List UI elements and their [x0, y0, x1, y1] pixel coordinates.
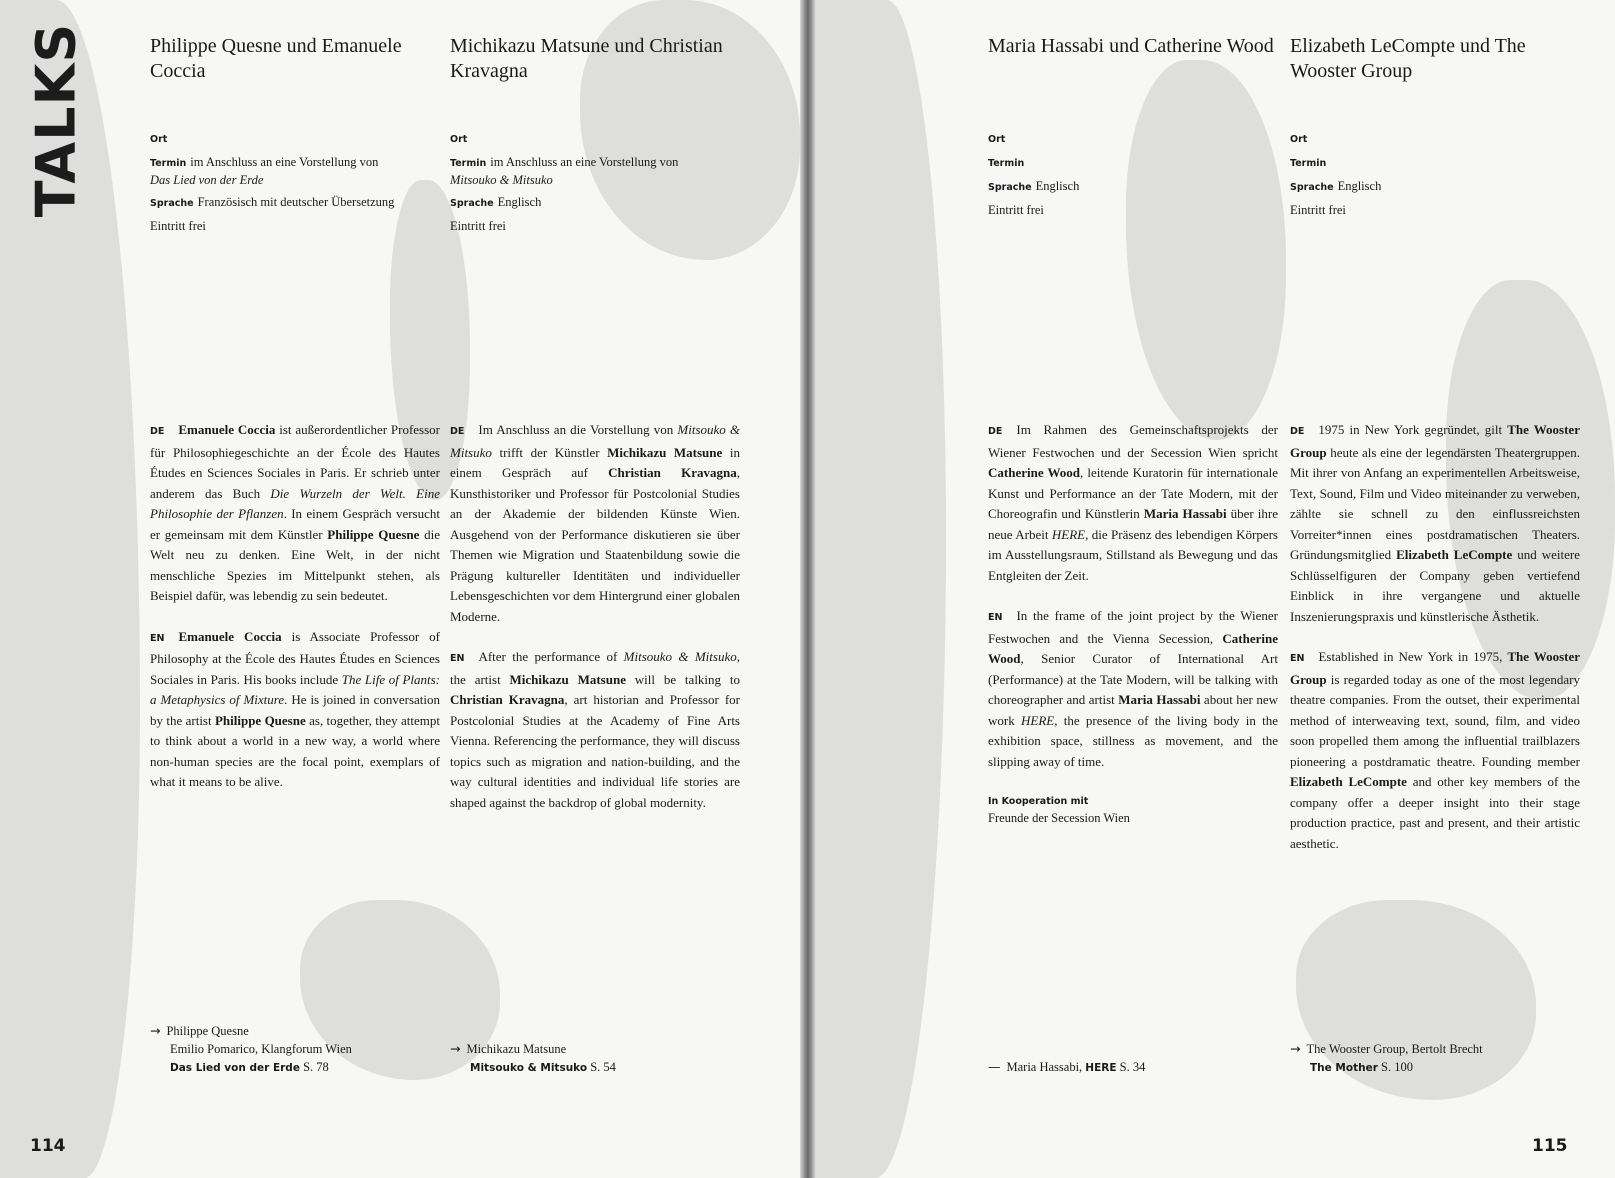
talk-meta [450, 130, 740, 240]
page-number: 114 [30, 1136, 66, 1156]
ref-page: S. 34 [1119, 1060, 1146, 1074]
termin-label: Termin [150, 158, 187, 169]
right-page [816, 0, 1615, 1178]
ref-work: Mitsouko & Mitsuko [470, 1062, 588, 1074]
eintritt-text: Eintritt frei [988, 203, 1044, 217]
ref-work: The Mother [1310, 1062, 1378, 1074]
ort-label: Ort [988, 134, 1006, 145]
talk-body [450, 420, 740, 833]
ref-name: Philippe Quesne [166, 1024, 249, 1038]
arrow-right-icon: → [150, 1023, 161, 1038]
talk-title: Michikazu Matsune und Christian Kravagna [450, 35, 723, 82]
ref-work: HERE [1085, 1062, 1117, 1074]
de-paragraph: DE Im Rahmen des Gemeinschaftsprojekts der Wiener Festwochen und der Secession Wien spricht Catherine Wood, leitende Kuratorin für internationale Kunst und Performance an der Tate Modern, mit der Choreografin und Künstlerin Maria Hassabi über ihre neue Arbeit HERE, die Präsenz des lebendigen Körpers im Ausstellungsraum, Stillstand als Bewegung und das Entgleiten der Zeit. [988, 422, 1278, 583]
termin-text: im Anschluss an eine Vorstellung von [490, 155, 679, 169]
ref-line: Emilio Pomarico, Klangforum Wien [170, 1042, 352, 1056]
cross-reference[interactable] [988, 1058, 1145, 1077]
talk-meta [1290, 130, 1580, 224]
talk-meta [150, 130, 440, 240]
cross-reference[interactable] [1290, 1040, 1483, 1077]
ref-work: Das Lied von der Erde [170, 1062, 300, 1074]
en-label: EN [450, 653, 465, 664]
ort-label: Ort [150, 134, 168, 145]
eintritt-text: Eintritt frei [1290, 203, 1346, 217]
de-label: DE [150, 426, 165, 437]
ort-label: Ort [450, 134, 468, 145]
cooperation-note [988, 792, 1278, 826]
cross-reference[interactable] [450, 1040, 616, 1077]
arrow-right-icon: — [988, 1059, 1001, 1074]
background-texture [1126, 60, 1286, 440]
sprache-text: Englisch [1337, 179, 1382, 193]
sprache-label: Sprache [1290, 182, 1334, 193]
talk-title: Maria Hassabi und Catherine Wood [988, 35, 1274, 57]
termin-work: Mitsouko & Mitsuko [450, 173, 553, 187]
arrow-right-icon: → [1290, 1041, 1301, 1056]
sprache-text: Englisch [1035, 179, 1080, 193]
eintritt-text: Eintritt frei [150, 219, 206, 233]
sprache-label: Sprache [450, 198, 494, 209]
de-paragraph: DE Im Anschluss an die Vorstellung von Mitsouko & Mitsuko trifft der Künstler Michikazu Matsune in einem Gespräch auf Christian Kravagna, Kunsthistoriker und Professor für Postcolonial Studies an der Akademie der bildenden Künste Wien. Ausgehend von der Performance diskutieren sie über Themen wie Migration und Staatenbildung sowie die Prägung kultureller Identitäten und individueller Lebensgeschichten vor dem Hintergrund einer globalen Moderne. [450, 422, 741, 624]
en-paragraph: EN Established in New York in 1975, The Wooster Group is regarded today as one of the most legendary theatre companies. From the outset, their experimental method of interweaving text, sound, film, and video soon propelled them among the influential trailblazers pioneering a postdramatic theatre. Founding member Elizabeth LeCompte and other key members of the company offer a deeper insight into their stage production practice, past and present, and their artistic aesthetic. [1290, 649, 1580, 851]
de-label: DE [988, 426, 1003, 437]
talk-title: Elizabeth LeCompte und The Wooster Group [1290, 35, 1526, 82]
sprache-text: Englisch [497, 195, 542, 209]
talk-body [988, 420, 1278, 826]
sprache-text: Französisch mit deutscher Übersetzung [197, 195, 395, 209]
en-label: EN [1290, 653, 1305, 664]
ort-label: Ort [1290, 134, 1308, 145]
ref-name: Michikazu Matsune [466, 1042, 567, 1056]
termin-work: Das Lied von der Erde [150, 173, 264, 187]
coop-text: Freunde der Secession Wien [988, 811, 1130, 825]
de-label: DE [1290, 426, 1305, 437]
en-label: EN [150, 632, 165, 644]
background-texture [816, 0, 946, 1178]
talk-meta [988, 130, 1278, 224]
ref-page: S. 78 [303, 1060, 329, 1074]
book-spine [800, 0, 816, 1178]
en-label: EN [988, 612, 1003, 623]
termin-label: Termin [450, 158, 487, 169]
page-number: 115 [1532, 1136, 1568, 1156]
ref-name: The Wooster Group, Bertolt Brecht [1306, 1042, 1483, 1056]
sprache-label: Sprache [988, 182, 1032, 193]
termin-label: Termin [1290, 158, 1327, 169]
eintritt-text: Eintritt frei [450, 219, 506, 233]
termin-label: Termin [988, 158, 1025, 169]
en-paragraph: EN In the frame of the joint project by the Wiener Festwochen and the Vienna Secession, Catherine Wood, Senior Curator of International Art (Performance) at the Tate Modern, will be talking with choreographer and artist Maria Hassabi about her new work HERE, the presence of the living body in the exhibition space, stillness as movement, and the slipping away of time. [988, 608, 1279, 769]
ref-name: Maria Hassabi, [1006, 1060, 1083, 1074]
left-page [0, 0, 800, 1178]
sprache-label: Sprache [150, 198, 194, 209]
de-paragraph: DE 1975 in New York gegründet, gilt The Wooster Group heute als eine der legendärsten Theatergruppen. Mit ihrer von Anfang an experimentellen Arbeitsweise, Text, Sound, Film und Video miteinander zu verweben, zählte sie schnell zu den einflussreichsten Vorreiter*innen eines postdramatischen Theaters. Gründungsmitglied Elizabeth LeCompte und weitere Schlüsselfiguren der Company geben vertiefend Einblick in ihre vergangene und aktuelle Inszenierungspraxis und künstlerische Ästhetik. [1290, 422, 1580, 624]
de-label: DE [450, 426, 465, 437]
ref-page: S. 100 [1381, 1060, 1413, 1074]
coop-label: In Kooperation mit [988, 796, 1089, 807]
arrow-right-icon: → [450, 1041, 461, 1056]
termin-text: im Anschluss an eine Vorstellung von [190, 155, 379, 169]
de-paragraph: DE Emanuele Coccia ist außerordentlicher Professor für Philosophiegeschichte an der École des Hautes Études en Sciences Sociales in Paris. Er schrieb unter anderem das Buch Die Wurzeln der Welt. Eine Philosophie der Pflanzen. In einem Gespräch versucht er gemeinsam mit dem Künstler Philippe Quesne die Welt neu zu denken. Eine Welt, in der nicht menschliche Spezies im Mittelpunkt stehen, als Beispiel dafür, was lebendig zu sein bedeutet. [150, 422, 440, 603]
section-label: TALKS [24, 22, 88, 218]
talk-body [1290, 420, 1580, 874]
talk-body [150, 420, 440, 813]
cross-reference[interactable] [150, 1022, 352, 1077]
ref-page: S. 54 [590, 1060, 616, 1074]
talk-title: Philippe Quesne und Emanuele Coccia [150, 35, 402, 82]
en-paragraph: EN After the performance of Mitsouko & Mitsuko, the artist Michikazu Matsune will be talking to Christian Kravagna, art historian and Professor for Postcolonial Studies at the Academy of Fine Arts Vienna. Referencing the performance, they will discuss topics such as migration and nation-building, and the way cultural identities and individual life stories are shaped against the backdrop of global modernity. [450, 649, 740, 810]
en-paragraph: EN Emanuele Coccia is Associate Professor of Philosophy at the École des Hautes Études en Sciences Sociales in Paris. His books include The Life of Plants: a Metaphysics of Mixture. He is joined in conversation by the artist Philippe Quesne as, together, they attempt to think about a world in a new way, a world where non-human species are the focal point, exemplars of what it means to be alive. [150, 628, 441, 789]
